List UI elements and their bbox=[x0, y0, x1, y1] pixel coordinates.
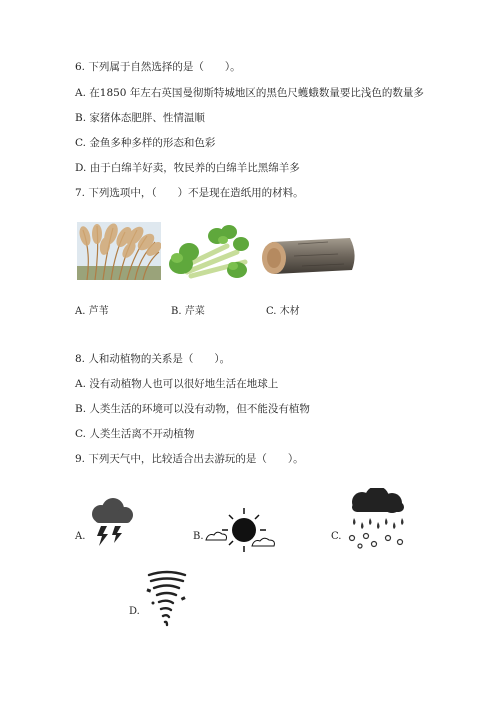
q8-option-b: B. 人类生活的环境可以没有动物，但不能没有植物 bbox=[75, 403, 310, 415]
q9-option-d: D. bbox=[129, 606, 140, 617]
q6-option-a: A. 在1850 年左右英国曼彻斯特城地区的黑色尺蠖蛾数量要比浅色的数量多 bbox=[75, 87, 424, 99]
q8-stem: 8. 人和动植物的关系是（ ）。 bbox=[75, 353, 231, 365]
q6-option-d: D. 由于白绵羊好卖，牧民养的白绵羊比黑绵羊多 bbox=[75, 162, 300, 174]
log-image bbox=[258, 236, 359, 276]
q7-stem: 7. 下列选项中，（ ）不是现在造纸用的材料。 bbox=[75, 187, 304, 199]
q9-option-a: A. bbox=[75, 531, 86, 542]
q8-option-c: C. 人类生活离不开动植物 bbox=[75, 428, 195, 440]
q6-option-b: B. 家猪体态肥胖、性情温顺 bbox=[75, 112, 205, 124]
q9-option-b: B. bbox=[193, 531, 204, 542]
q7-option-a: A. 芦苇 bbox=[75, 306, 109, 317]
q9-stem: 9. 下列天气中，比较适合出去游玩的是（ ）。 bbox=[75, 453, 304, 465]
q7-option-b: B. 芹菜 bbox=[171, 306, 205, 317]
q8-option-a: A. 没有动植物人也可以很好地生活在地球上 bbox=[75, 378, 279, 390]
tornado-icon bbox=[145, 569, 189, 632]
q7-option-c: C. 木材 bbox=[266, 306, 300, 317]
thunderstorm-icon bbox=[85, 498, 140, 556]
sunny-icon bbox=[204, 506, 284, 559]
celery-image bbox=[167, 222, 251, 280]
q6-option-c: C. 金鱼多种多样的形态和色彩 bbox=[75, 137, 216, 149]
q9-option-c: C. bbox=[331, 531, 342, 542]
heavy-rain-icon bbox=[344, 488, 410, 556]
q6-stem: 6. 下列属于自然选择的是（ ）。 bbox=[75, 61, 241, 73]
reed-image bbox=[77, 222, 161, 280]
